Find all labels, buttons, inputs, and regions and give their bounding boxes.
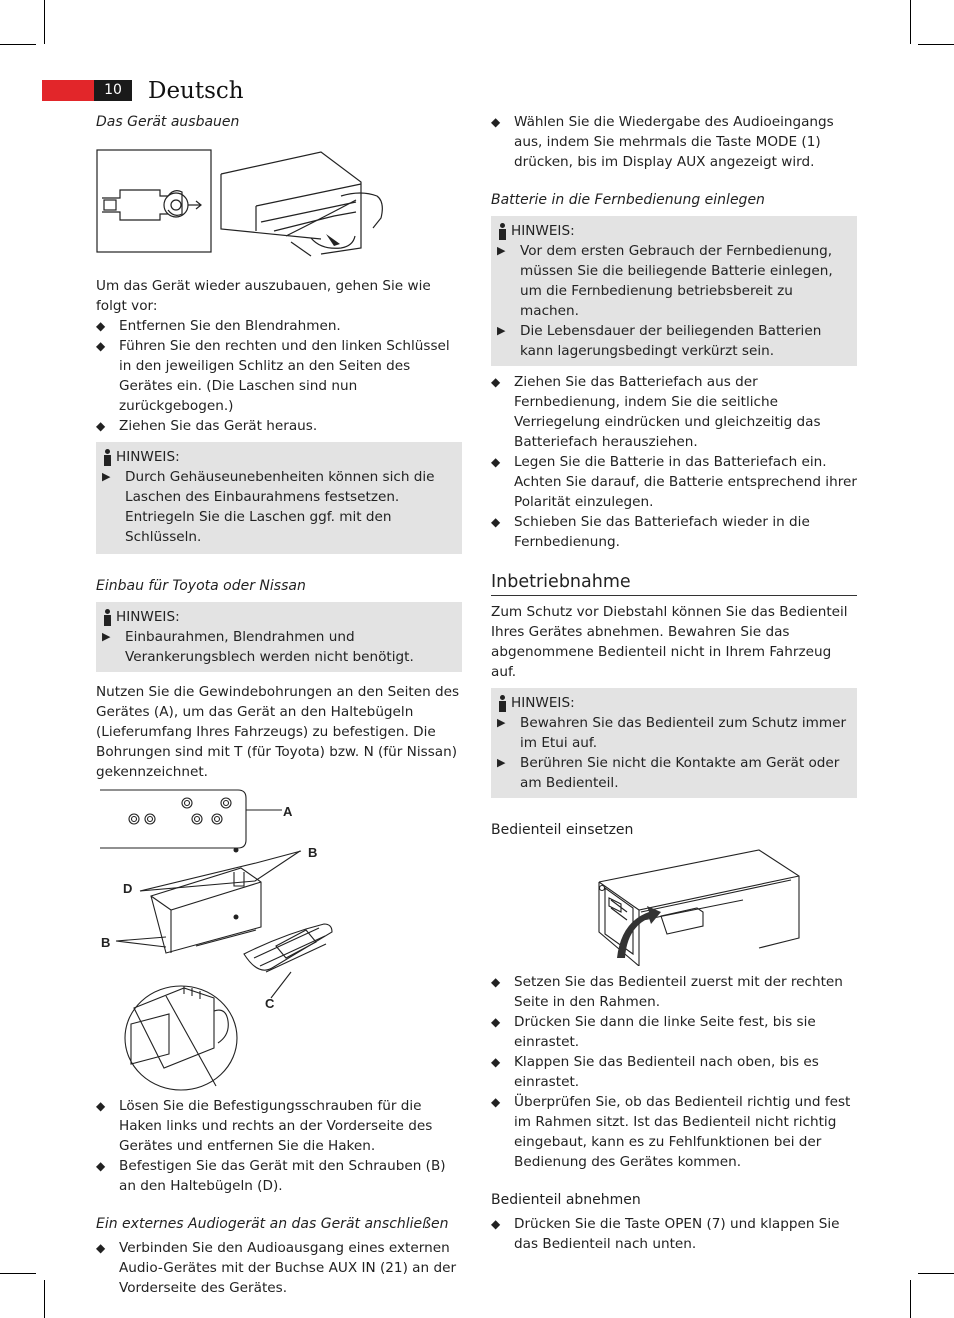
note-item: ▶ Die Lebensdauer der beiliegenden Batterien kann lagerungsbedingt verkürzt sein. [497, 321, 851, 361]
section-title-battery: Batterie in die Fernbedienung einlegen [491, 192, 765, 208]
external-audio-steps [96, 1238, 462, 1298]
list-item: ◆ Schieben Sie das Batteriefach wieder in die Fernbedienung. [491, 512, 857, 552]
note-heading: HINWEIS: [511, 223, 575, 239]
page-title: Deutsch [148, 78, 244, 104]
list-item: ◆ Befestigen Sie das Gerät mit den Schrauben (B) an den Haltebügeln (D). [96, 1156, 462, 1196]
inbetriebnahme-text: Zum Schutz vor Diebstahl können Sie das Bedienteil Ihres Gerätes abnehmen. Bewahren Sie das abgenommene Bedienteil nicht in Ihrem Fahrzeug auf. [491, 604, 848, 680]
section-heading-inbetriebnahme: Inbetriebnahme [491, 570, 857, 596]
left-column [96, 112, 462, 1298]
figure-label-c: C [265, 996, 275, 1011]
note-box [96, 442, 462, 554]
section-title-remove-panel: Bedienteil abnehmen [491, 1192, 641, 1208]
toyota-nissan-text: Nutzen Sie die Gewindebohrungen an den Seiten des Gerätes (A), um das Gerät an den Haltebügeln (Lieferumfang Ihres Fahrzeugs) zu befestigen. Die Bohrungen sind mit T (für Toyota) bzw. N (für Nissan) gekennzeichnet. [96, 684, 460, 780]
note-heading: HINWEIS: [116, 449, 180, 465]
list-item: ◆ Entfernen Sie den Blendrahmen. [96, 316, 462, 336]
removal-illustration [96, 136, 396, 258]
aux-steps [491, 112, 857, 172]
section-title-removal: Das Gerät ausbauen [96, 114, 240, 130]
key-label: AUX IN [328, 1260, 376, 1276]
figure-label-d: D [123, 881, 133, 896]
note-heading: HINWEIS: [511, 695, 575, 711]
right-column [491, 112, 857, 1254]
section-title-external-audio: Ein externes Audiogerät an das Gerät anschließen [96, 1216, 449, 1232]
list-item: ◆ Überprüfen Sie, ob das Bedienteil richtig und fest im Rahmen sitzt. Ist das Bedienteil nicht richtig eingebaut, kann es zu Fehlfunktionen bei der Bedienung des Gerätes kommen. [491, 1092, 857, 1172]
list-item: ◆ Setzen Sie das Bedienteil zuerst mit der rechten Seite in den Rahmen. [491, 972, 857, 1012]
note-box [96, 602, 462, 672]
crop-mark [44, 0, 45, 44]
list-item: ◆ Führen Sie den rechten und den linken Schlüssel in den jeweiligen Schlitz an den Seiten des Gerätes ein. (Die Laschen sind nun zurückgebogen.) [96, 336, 462, 416]
note-item: ▶ Einbaurahmen, Blendrahmen und Verankerungsblech werden nicht benötigt. [102, 627, 456, 667]
battery-steps [491, 372, 857, 552]
note-box [491, 688, 857, 798]
section-title-insert-panel: Bedienteil einsetzen [491, 822, 634, 838]
key-label: OPEN [664, 1216, 703, 1232]
crop-mark [910, 1280, 911, 1318]
mounting-steps [96, 1096, 462, 1196]
list-item: ◆ Klappen Sie das Bedienteil nach oben, bis es einrastet. [491, 1052, 857, 1092]
note-item: ▶ Bewahren Sie das Bedienteil zum Schutz immer im Etui auf. [497, 713, 851, 753]
removal-steps [96, 316, 462, 436]
crop-mark [918, 44, 954, 45]
list-item: ◆ Legen Sie die Batterie in das Batteriefach ein. Achten Sie darauf, die Batterie entsprechend ihrer Polarität einzulegen. [491, 452, 857, 512]
note-item: ▶ Durch Gehäuseunebenheiten können sich die Laschen des Einbaurahmens festsetzen. Entriegeln Sie die Laschen ggf. mit den Schlüsseln. [102, 467, 456, 547]
insert-panel-steps [491, 972, 857, 1172]
list-item: ◆ Wählen Sie die Wiedergabe des Audioeingangs aus, indem Sie mehrmals die Taste MODE (1) drücken, bis im Display AUX angezeigt wird. [491, 112, 857, 172]
section-title-toyota-nissan: Einbau für Toyota oder Nissan [96, 578, 306, 594]
info-icon [102, 449, 112, 466]
figure-label-b: B [101, 935, 111, 950]
removal-intro: Um das Gerät wieder auszubauen, gehen Sie wie folgt vor: [96, 278, 431, 314]
note-item: ▶ Vor dem ersten Gebrauch der Fernbedienung, müssen Sie die beiliegende Batterie einlegen, um die Fernbedienung betriebsbereit zu machen. [497, 241, 851, 321]
header-color-bar [42, 80, 94, 101]
note-box [491, 216, 857, 366]
figure-label-a: A [283, 804, 293, 819]
info-icon [102, 609, 112, 626]
info-icon [497, 223, 507, 240]
key-label: AUX [676, 154, 706, 170]
figure-label-b: B [308, 845, 318, 860]
list-item: ◆ Drücken Sie dann die linke Seite fest, bis sie einrastet. [491, 1012, 857, 1052]
crop-mark [0, 44, 36, 45]
info-icon [497, 695, 507, 712]
crop-mark [0, 1273, 36, 1274]
key-label: MODE [755, 134, 798, 150]
list-item: ◆ Lösen Sie die Befestigungsschrauben für die Haken links und rechts an der Vorderseite des Gerätes und entfernen Sie die Haken. [96, 1096, 462, 1156]
crop-mark [910, 0, 911, 44]
insert-panel-illustration [491, 848, 857, 966]
note-item: ▶ Berühren Sie nicht die Kontakte am Gerät oder am Bedienteil. [497, 753, 851, 793]
list-item: ◆ Ziehen Sie das Batteriefach aus der Fernbedienung, indem Sie die seitliche Verriegelung eindrücken und gleichzeitig das Batteriefach herausziehen. [491, 372, 857, 452]
mounting-illustration [96, 786, 462, 1092]
list-item: ◆ Drücken Sie die Taste OPEN (7) und klappen Sie das Bedienteil nach unten. [491, 1214, 857, 1254]
page-number: 10 [94, 80, 132, 101]
crop-mark [44, 1280, 45, 1318]
crop-mark [918, 1273, 954, 1274]
remove-panel-steps [491, 1214, 857, 1254]
list-item: ◆ Ziehen Sie das Gerät heraus. [96, 416, 462, 436]
note-heading: HINWEIS: [116, 609, 180, 625]
list-item: ◆ Verbinden Sie den Audioausgang eines externen Audio-Gerätes mit der Buchse AUX IN (21) an der Vorderseite des Gerätes. [96, 1238, 462, 1298]
